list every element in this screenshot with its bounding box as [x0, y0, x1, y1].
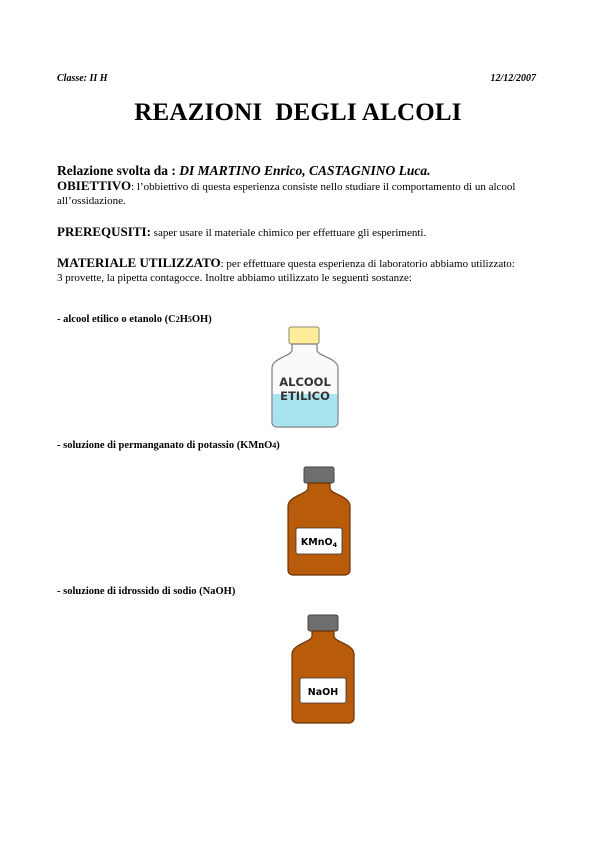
ethanol-label-start: - alcool etilico o etanolo (C [57, 314, 176, 325]
report-prefix: Relazione svolta da : [57, 163, 180, 178]
objective-paragraph [57, 179, 547, 208]
ethanol-bottle-text-1: ALCOOL [279, 375, 331, 389]
kmno4-bottle-image [286, 466, 352, 576]
ethanol-bottle-text-2: ETILICO [280, 389, 330, 403]
materials-line [57, 256, 517, 271]
substance-naoh-label: - soluzione di idrossido di sodio (NaOH) [57, 586, 236, 597]
gray-cap [304, 467, 334, 483]
prerequisites-heading: PREREQUSITI: [57, 224, 151, 239]
materials-paragraph [57, 256, 547, 285]
report-authors: DI MARTINO Enrico, CASTAGNINO Luca. [179, 163, 431, 178]
objective-text: : l’obbiettivo di questa esperienza consiste nello studiare il comportamento di un alcool all’ossidazione. [57, 181, 516, 207]
yellow-cap [289, 327, 319, 344]
gray-cap [308, 615, 338, 631]
kmno4-sub: 4 [272, 441, 277, 450]
report-date: 12/12/2007 [490, 73, 536, 84]
class-label: Classe: II H [57, 73, 108, 84]
prerequisites-text: saper usare il materiale chimico per effettuare gli esperimenti. [150, 227, 427, 239]
ethanol-bottle-image [270, 326, 340, 428]
naoh-bottle-image [290, 614, 356, 724]
objective-heading: OBIETTIVO [57, 178, 132, 193]
kmno4-bottle-main: KMnO [300, 537, 333, 548]
naoh-bottle-text: NaOH [307, 687, 339, 698]
kmno4-bottle-text [301, 537, 338, 549]
materials-text: : per effettuare questa esperienza di laboratorio abbiamo utilizzato: [220, 258, 515, 270]
ethanol-sub-2: 5 [187, 315, 192, 324]
substance-kmno4-label [57, 440, 280, 451]
substance-ethanol-label [57, 314, 212, 325]
ethanol-label-mid: H [179, 314, 188, 325]
kmno4-label-start: - soluzione di permanganato di potassio (KMnO [57, 440, 273, 451]
prerequisites-paragraph [57, 225, 547, 240]
kmno4-bottle-sub: 4 [332, 541, 338, 549]
materials-heading: MATERIALE UTILIZZATO [57, 255, 221, 270]
page-title: REAZIONI DEGLI ALCOLI [134, 99, 462, 126]
brown-bottle-body [292, 631, 354, 723]
kmno4-label-end: ) [276, 440, 280, 451]
ethanol-sub-1: 2 [175, 315, 180, 324]
report-authors-line [57, 163, 431, 179]
materials-text-2: 3 provette, la pipetta contagocce. Inoltre abbiamo utilizzato le seguenti sostanze: [57, 272, 412, 284]
ethanol-label-end: OH) [191, 314, 212, 325]
